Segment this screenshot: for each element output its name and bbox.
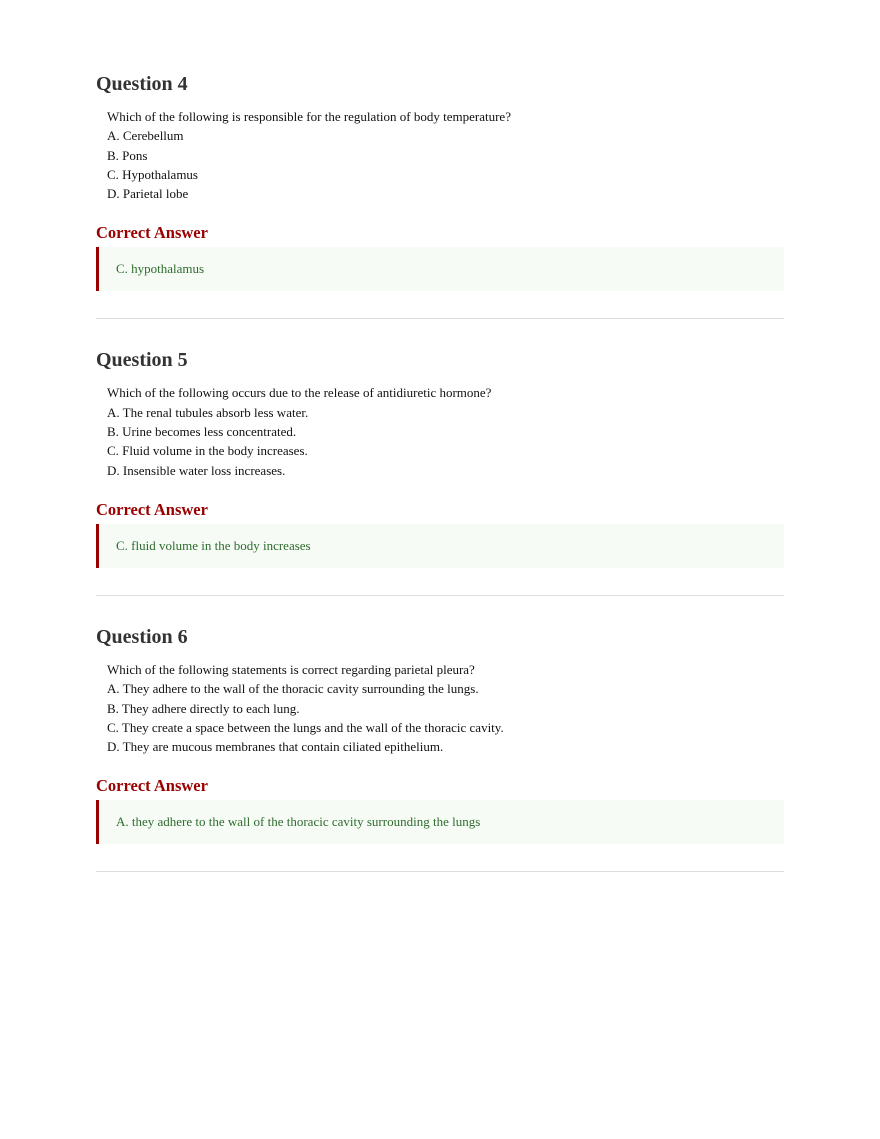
option-b: B. They adhere directly to each lung.	[107, 700, 300, 716]
question-stem: Which of the following occurs due to the release of antidiuretic hormone?	[107, 385, 492, 401]
option-c: C. Hypothalamus	[107, 166, 198, 182]
correct-answer-text: C. fluid volume in the body increases	[116, 537, 311, 553]
correct-answer-text: A. they adhere to the wall of the thoracic cavity surrounding the lungs	[116, 814, 481, 830]
question-title: Question 5	[96, 349, 188, 372]
question-body	[96, 107, 784, 203]
correct-answer-heading: Correct Answer	[96, 776, 208, 796]
question-body	[96, 660, 784, 756]
option-d: D. They are mucous membranes that contain ciliated epithelium.	[107, 739, 444, 755]
correct-answer-heading: Correct Answer	[96, 499, 208, 519]
divider	[96, 871, 784, 872]
question-stem: Which of the following is responsible for the regulation of body temperature?	[107, 109, 511, 124]
question-title: Question 6	[96, 625, 188, 648]
option-d: D. Insensible water loss increases.	[107, 462, 286, 478]
option-b: B. Pons	[107, 147, 148, 163]
question-block-5	[96, 347, 784, 595]
option-c: C. Fluid volume in the body increases.	[107, 443, 308, 459]
option-a: A. The renal tubules absorb less water.	[107, 404, 309, 420]
question-block-4	[96, 71, 784, 319]
option-d: D. Parietal lobe	[107, 186, 189, 202]
correct-answer-box	[96, 800, 784, 844]
option-b: B. Urine becomes less concentrated.	[107, 424, 297, 440]
option-c: C. They create a space between the lungs and the wall of the thoracic cavity.	[107, 719, 504, 735]
divider	[96, 595, 784, 596]
correct-answer-box	[96, 247, 784, 291]
correct-answer-box	[96, 524, 784, 568]
question-body	[96, 383, 784, 479]
option-a: A. Cerebellum	[107, 128, 184, 144]
question-block-6	[96, 624, 784, 872]
question-stem: Which of the following statements is correct regarding parietal pleura?	[107, 661, 475, 677]
divider	[96, 318, 784, 319]
question-title: Question 4	[96, 73, 188, 95]
option-a: A. They adhere to the wall of the thoracic cavity surrounding the lungs.	[107, 681, 479, 697]
correct-answer-heading: Correct Answer	[96, 223, 208, 243]
correct-answer-text: C. hypothalamus	[116, 261, 205, 277]
